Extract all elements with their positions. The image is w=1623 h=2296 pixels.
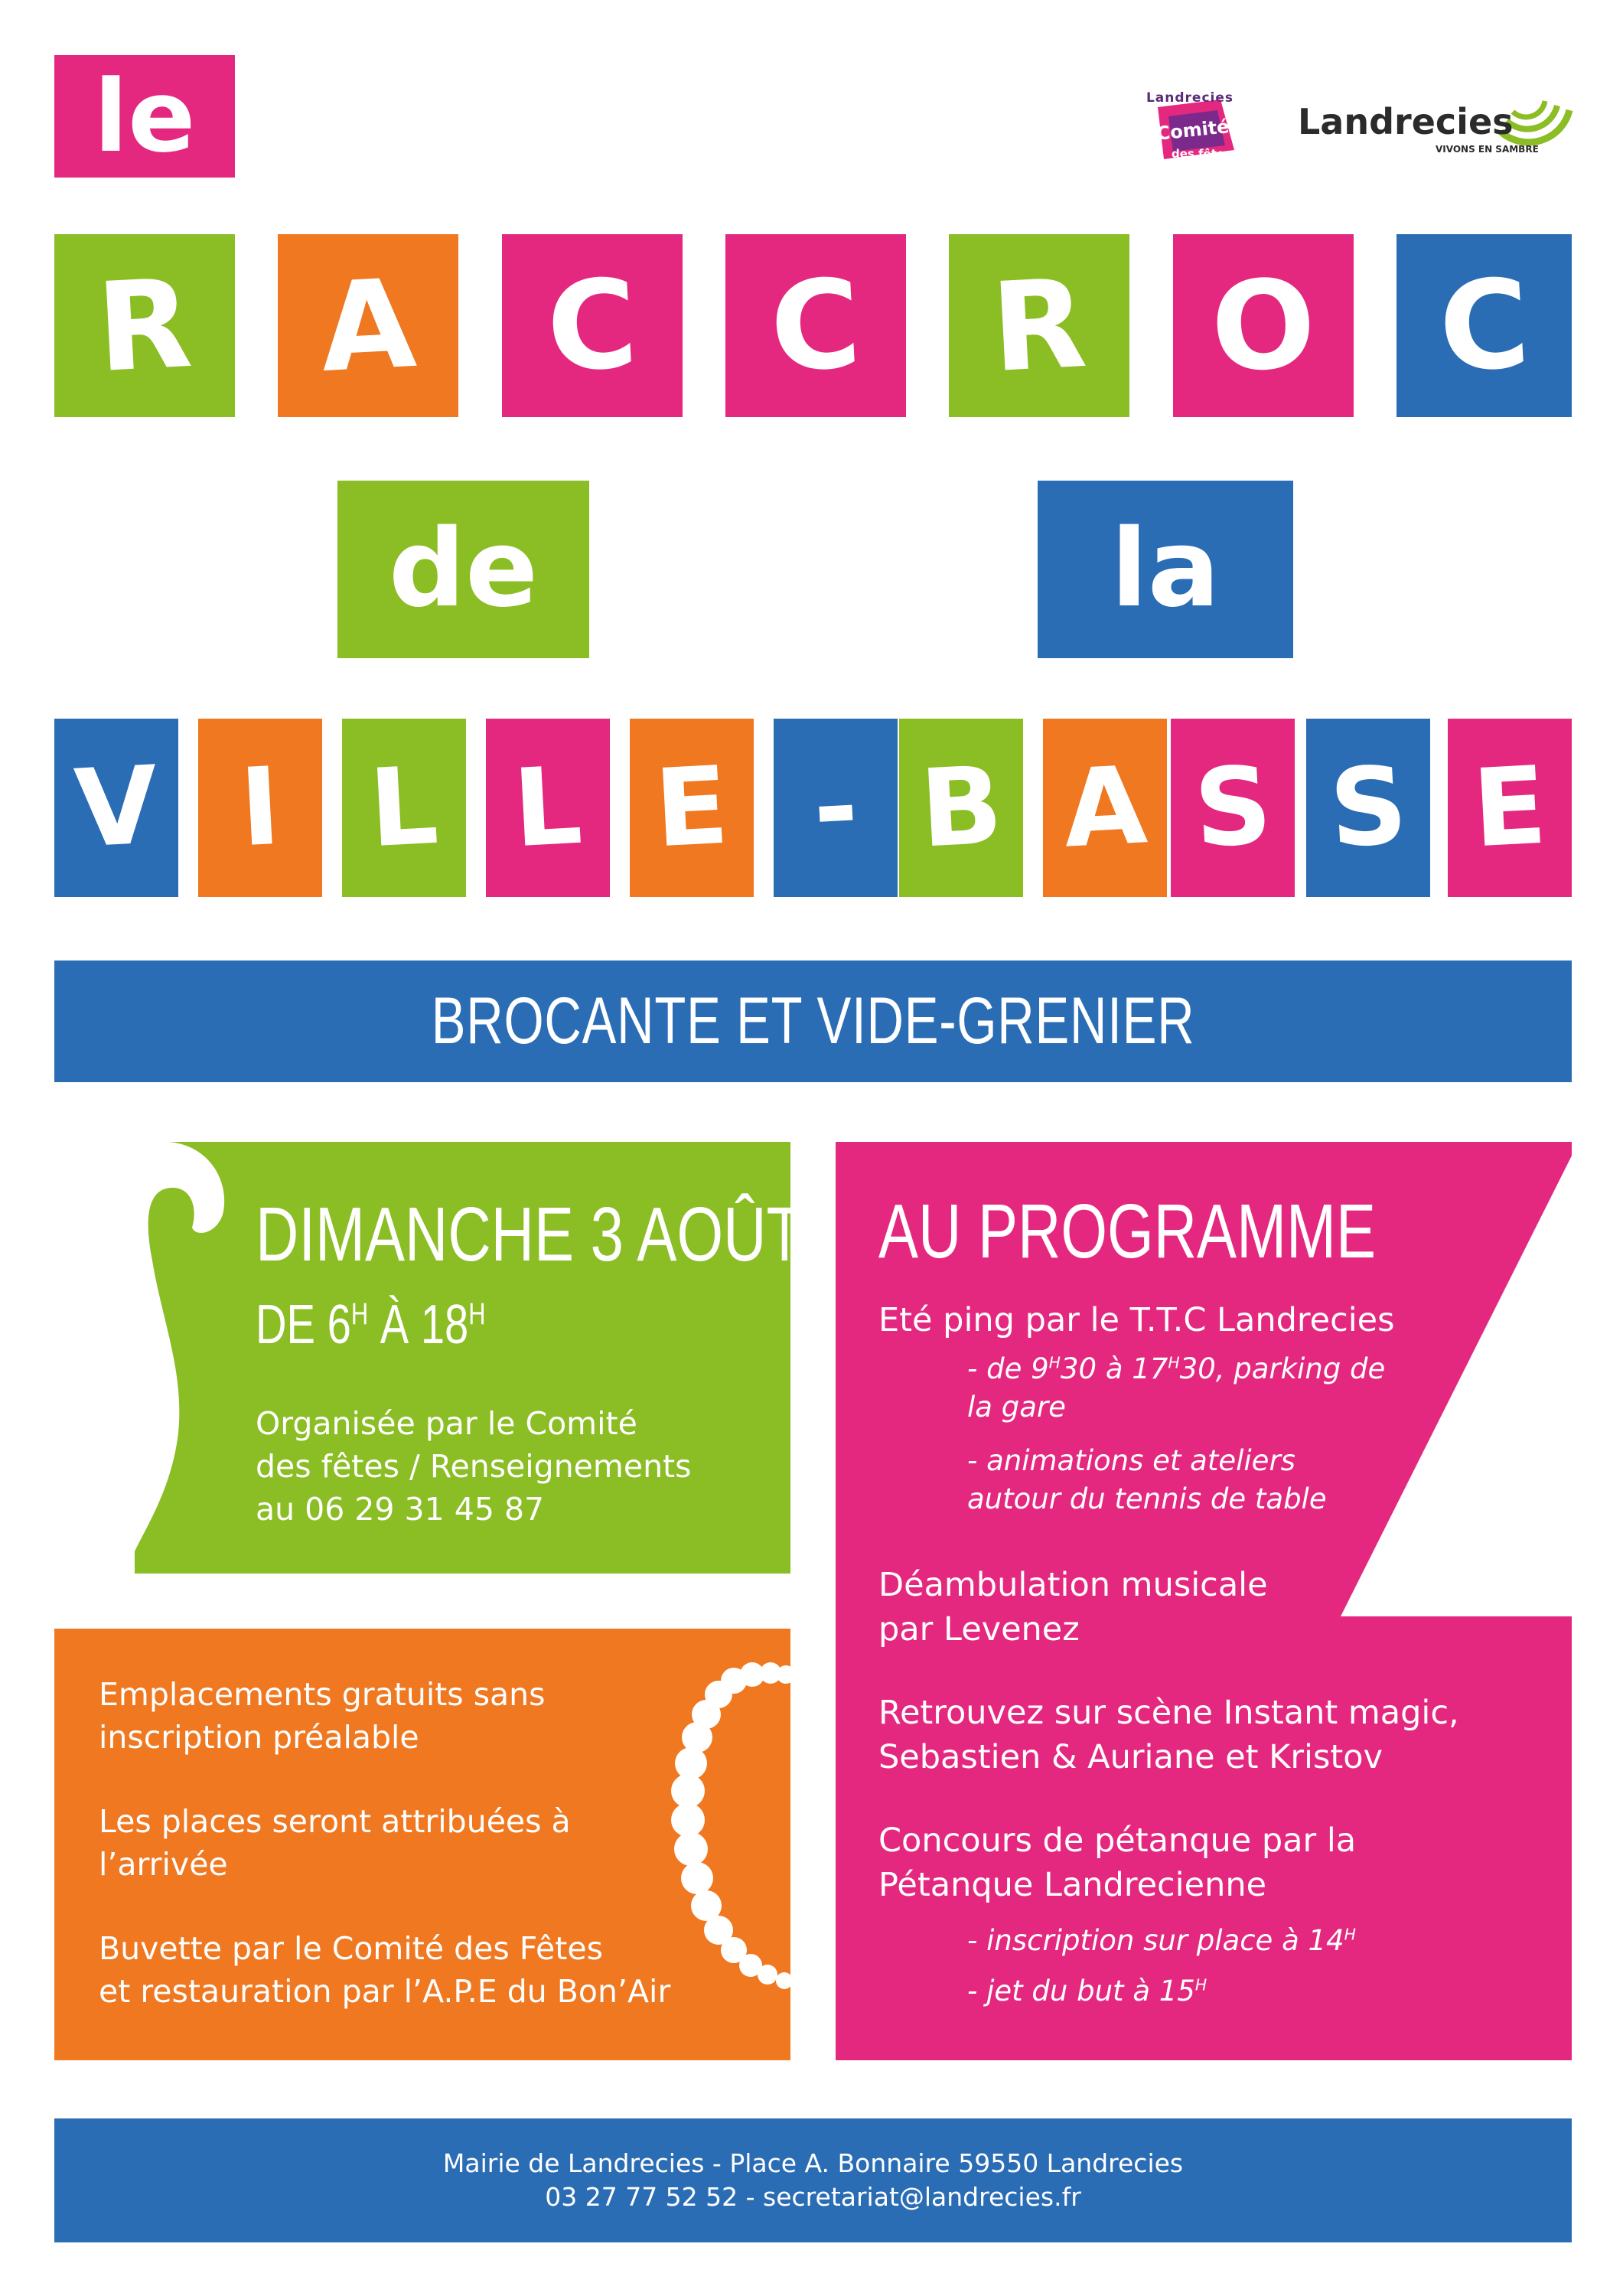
footer — [54, 2118, 1572, 2242]
title-letter-c: C — [502, 234, 683, 417]
title-letter-c: C — [1396, 234, 1572, 417]
info-item: Emplacements gratuits sans inscription préalable — [99, 1676, 546, 1756]
programme-petanque: Concours de pétanque par la Pétanque Landrecienne — [878, 1821, 1357, 1904]
title-letter-r: R — [949, 234, 1129, 417]
title-le-tile — [54, 55, 235, 178]
organizer-info: Organisée par le Comité des fêtes / Renseignements au 06 29 31 45 87 — [256, 1405, 692, 1528]
title-letter-r: R — [54, 234, 235, 417]
opening-hours: DE $6^H$ À $18^H$ — [256, 1294, 486, 1355]
title-letter-e: E — [1448, 719, 1572, 897]
title-de: de — [388, 507, 539, 631]
info-item: Buvette par le Comité des Fêtes et restauration par l’A.P.E du Bon’Air — [99, 1930, 671, 2010]
comite-logo-bottom: des fêtes — [1171, 147, 1232, 161]
landrecies-logo — [1298, 77, 1576, 153]
title-letter-c: C — [725, 234, 906, 417]
title-letter-s: S — [1171, 719, 1295, 897]
programme-ping-time: - de $9^H30$ à $17^H30$, parking de la gare — [967, 1352, 1386, 1424]
programme-ping-animations: - animations et ateliers autour du tennis de table — [967, 1444, 1327, 1515]
programme-petanque-jet: - jet du but à $15^H$ — [967, 1975, 1207, 2007]
landrecies-logo-tagline: VIVONS EN SAMBRE — [1436, 144, 1539, 155]
title-letter-o: O — [1173, 234, 1354, 417]
landrecies-logo-name: Landrecies — [1298, 101, 1514, 142]
programme-title: AU PROGRAMME — [878, 1189, 1377, 1274]
date-title: DIMANCHE 3 AOÛT — [256, 1192, 803, 1277]
banner-text: BROCANTE ET VIDE-GRENIER — [431, 984, 1195, 1058]
comite-logo-middle: Comité — [1155, 116, 1230, 145]
title-hyphen: - — [774, 719, 898, 897]
footer-contact: 03 27 77 52 52 - secretariat@landrecies.fr — [545, 2182, 1081, 2212]
event-type-banner — [54, 960, 1572, 1082]
programme-ping: Eté ping par le T.T.C Landrecies — [878, 1301, 1395, 1339]
info-list — [99, 1673, 670, 2013]
programme-scene: Retrouvez sur scène Instant magic, Sebastien & Auriane et Kristov — [878, 1694, 1459, 1776]
title-letter-v: V — [54, 719, 178, 897]
programme-petanque-inscription: - inscription sur place à $14^H$ — [967, 1924, 1356, 1957]
title-de-tile — [337, 481, 589, 658]
title-la-tile — [1038, 481, 1293, 658]
title-letter-a: A — [1043, 719, 1167, 897]
footer-address: Mairie de Landrecies - Place A. Bonnaire 59550 Landrecies — [442, 2148, 1184, 2178]
title-letter-e: E — [630, 719, 754, 897]
title-letter-l: L — [342, 719, 466, 897]
comite-des-fetes-logo — [1129, 86, 1251, 168]
title-letter-a: A — [278, 234, 458, 417]
title-la: la — [1110, 507, 1221, 631]
programme-panel — [836, 1142, 1572, 2060]
title-letter-b: B — [899, 719, 1023, 897]
comite-logo-top: Landrecies — [1146, 90, 1234, 106]
date-panel — [54, 1142, 803, 1574]
jug-icon — [54, 1142, 238, 1574]
title-letter-s: S — [1306, 719, 1430, 897]
title-letter-l: L — [486, 719, 610, 897]
title-letter-i: I — [198, 719, 322, 897]
info-panel — [54, 1629, 790, 2060]
title-le: le — [93, 58, 196, 174]
info-item: Les places seront attribuées à l’arrivée — [99, 1803, 571, 1883]
programme-deambulation: Déambulation musicale par Levenez — [878, 1566, 1268, 1649]
